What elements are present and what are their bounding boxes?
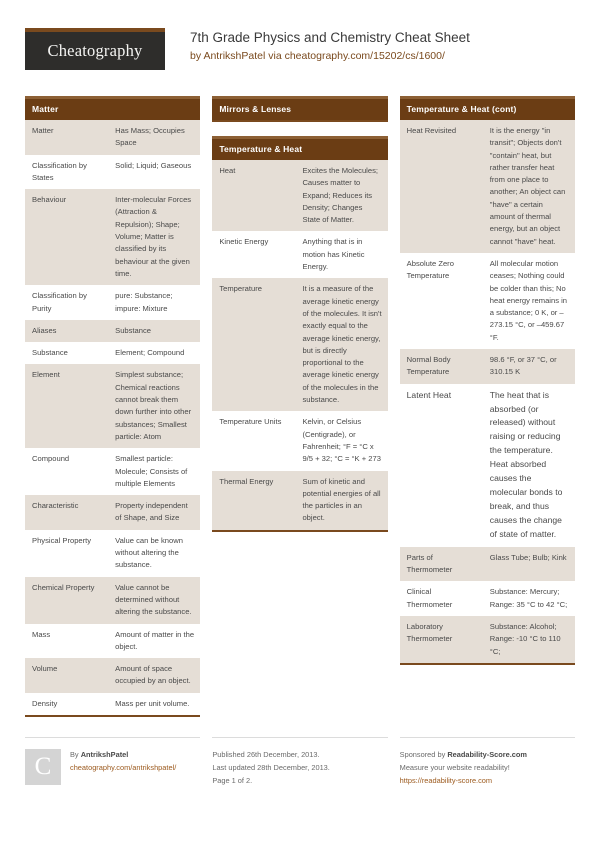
term-cell: Kinetic Energy (212, 231, 295, 278)
updated-date: Last updated 28th December, 2013. (212, 762, 330, 772)
term-cell: Physical Property (25, 530, 108, 577)
table-row (400, 384, 575, 547)
avatar (25, 749, 61, 785)
table-row (25, 364, 200, 448)
term-cell: Parts of Thermometer (400, 547, 483, 582)
byline-middle: via (265, 50, 285, 63)
block-title: Temperature & Heat (212, 136, 387, 160)
definition-cell: It is a measure of the average kinetic energy of the molecules. It isn't exactly equal to the average kinetic energy, but is directly proportional to the average kinetic energy of the molecules in the substance. (295, 278, 387, 411)
page-title: 7th Grade Physics and Chemistry Cheat Sheet (190, 30, 470, 45)
content-block (212, 96, 387, 122)
page-footer (25, 737, 575, 788)
term-cell: Classification by Purity (25, 285, 108, 320)
definition-cell: Inter-molecular Forces (Attraction & Repulsion); Shape; Volume; Matter is classified by its behaviour at the given time. (108, 189, 200, 285)
table-row (25, 530, 200, 577)
block-title: Mirrors & Lenses (212, 96, 387, 120)
table-row (212, 160, 387, 231)
table-row (25, 285, 200, 320)
table-row (25, 342, 200, 364)
term-cell: Thermal Energy (212, 471, 295, 530)
content-column (212, 96, 387, 546)
term-cell: Normal Body Temperature (400, 349, 483, 384)
author-profile-link[interactable]: cheatography.com/antrikshpatel/ (70, 762, 177, 772)
term-cell: Chemical Property (25, 577, 108, 624)
columns-container (25, 96, 575, 731)
definition-cell: All molecular motion ceases; Nothing could be colder than this; No heat energy remains in a substance; 0 K, or –273.15 °C, or –459.67 °F. (483, 253, 575, 349)
definition-cell: Substance (108, 320, 200, 342)
author-line (70, 749, 176, 762)
table-row (400, 120, 575, 253)
term-cell: Heat Revisited (400, 120, 483, 253)
table-row (25, 495, 200, 530)
definition-cell: Substance: Mercury; Range: 35 °C to 42 °C; (483, 581, 575, 616)
term-cell: Behaviour (25, 189, 108, 285)
definition-cell: Substance: Alcohol; Range: -10 °C to 110 °C; (483, 616, 575, 663)
byline (190, 49, 470, 64)
content-block (400, 96, 575, 665)
term-cell: Compound (25, 448, 108, 495)
table-row (400, 349, 575, 384)
table-row (400, 616, 575, 663)
page-header (25, 0, 575, 78)
sponsor-line (400, 749, 575, 762)
term-cell: Density (25, 693, 108, 715)
term-cell: Matter (25, 120, 108, 155)
term-cell: Mass (25, 624, 108, 659)
table-row (25, 693, 200, 715)
title-group (190, 28, 470, 64)
definition-cell: Simplest substance; Chemical reactions cannot break them down further into other substances; Smallest particle: Atom (108, 364, 200, 448)
definition-cell: Value cannot be determined without altering the substance. (108, 577, 200, 624)
footer-author-column (25, 737, 200, 788)
sponsor-name[interactable]: Readability-Score.com (447, 749, 528, 759)
definition-cell: Solid; Liquid; Gaseous (108, 155, 200, 190)
definition-cell: 98.6 °F, or 37 °C, or 310.15 K (483, 349, 575, 384)
term-cell: Characteristic (25, 495, 108, 530)
definition-cell: Excites the Molecules; Causes matter to Expand; Reduces its Density; Changes State of Matter. (295, 160, 387, 231)
definition-cell: Amount of space occupied by an object. (108, 658, 200, 693)
author-name[interactable]: AntrikshPatel (203, 50, 266, 63)
term-cell: Classification by States (25, 155, 108, 190)
table-row (25, 577, 200, 624)
table-row (25, 155, 200, 190)
table-row (25, 189, 200, 285)
table-row (400, 253, 575, 349)
table-row (25, 448, 200, 495)
content-column (25, 96, 200, 731)
term-cell: Clinical Thermometer (400, 581, 483, 616)
cheatography-logo[interactable] (25, 28, 165, 70)
source-link[interactable]: cheatography.com/15202/cs/1600/ (284, 50, 445, 63)
table-row (212, 411, 387, 470)
definition-cell: Amount of matter in the object. (108, 624, 200, 659)
term-cell: Substance (25, 342, 108, 364)
term-cell: Temperature Units (212, 411, 295, 470)
by-prefix: By (70, 749, 81, 759)
definition-table (25, 120, 200, 715)
footer-publish-column (212, 737, 387, 788)
term-cell: Temperature (212, 278, 295, 411)
content-block (212, 136, 387, 532)
term-cell: Volume (25, 658, 108, 693)
page-number: Page 1 of 2. (212, 775, 253, 785)
term-cell: Heat (212, 160, 295, 231)
table-row (212, 231, 387, 278)
avatar-letter: C (34, 753, 52, 781)
footer-sponsor-column (400, 737, 575, 788)
definition-cell: Element; Compound (108, 342, 200, 364)
definition-cell: It is the energy "in transit"; Objects don't "contain" heat, but rather transfer heat from one place to another; An object can "have" a certain amount of thermal energy, but an object cannot "have" heat. (483, 120, 575, 253)
sponsor-prefix: Sponsored by (399, 749, 448, 759)
definition-cell: The heat that is absorbed (or released) without raising or reducing the temperature. Heat absorbed causes the molecular bonds to break, and thus causes the change of state of matter. (483, 384, 575, 547)
table-row (25, 624, 200, 659)
block-title: Matter (25, 96, 200, 120)
term-cell: Aliases (25, 320, 108, 342)
table-row (212, 471, 387, 530)
published-date: Published 26th December, 2013. (212, 749, 320, 759)
definition-cell: Sum of kinetic and potential energies of all the particles in an object. (295, 471, 387, 530)
definition-table (400, 120, 575, 663)
block-title: Temperature & Heat (cont) (400, 96, 575, 120)
term-cell: Absolute Zero Temperature (400, 253, 483, 349)
author-info (70, 749, 176, 785)
footer-author-name: AntrikshPatel (80, 749, 129, 759)
content-block (25, 96, 200, 717)
definition-cell: Anything that is in motion has Kinetic Energy. (295, 231, 387, 278)
definition-cell: Mass per unit volume. (108, 693, 200, 715)
definition-cell: Glass Tube; Bulb; Kink (483, 547, 575, 582)
definition-cell: Kelvin, or Celsius (Centigrade), or Fahrenheit; °F = °C x 9/5 + 32; °C = °K + 273 (295, 411, 387, 470)
table-row (400, 581, 575, 616)
byline-prefix: by (190, 50, 204, 63)
definition-cell: Has Mass; Occupies Space (108, 120, 200, 155)
content-column (400, 96, 575, 679)
table-row (25, 320, 200, 342)
definition-cell: Value can be known without altering the substance. (108, 530, 200, 577)
table-row (25, 658, 200, 693)
term-cell: Laboratory Thermometer (400, 616, 483, 663)
sponsor-info (400, 749, 575, 788)
definition-cell: pure: Substance; impure: Mixture (108, 285, 200, 320)
publish-info (212, 749, 387, 788)
sponsor-tagline: Measure your website readability! (399, 762, 510, 772)
definition-cell: Property independent of Shape, and Size (108, 495, 200, 530)
definition-cell: Smallest particle: Molecule; Consists of multiple Elements (108, 448, 200, 495)
term-cell: Element (25, 364, 108, 448)
term-cell: Latent Heat (400, 384, 483, 547)
definition-table (212, 160, 387, 530)
logo-text: Cheatography (47, 41, 143, 60)
table-row (400, 547, 575, 582)
sponsor-link[interactable]: https://readability-score.com (399, 775, 493, 785)
table-row (25, 120, 200, 155)
table-row (212, 278, 387, 411)
